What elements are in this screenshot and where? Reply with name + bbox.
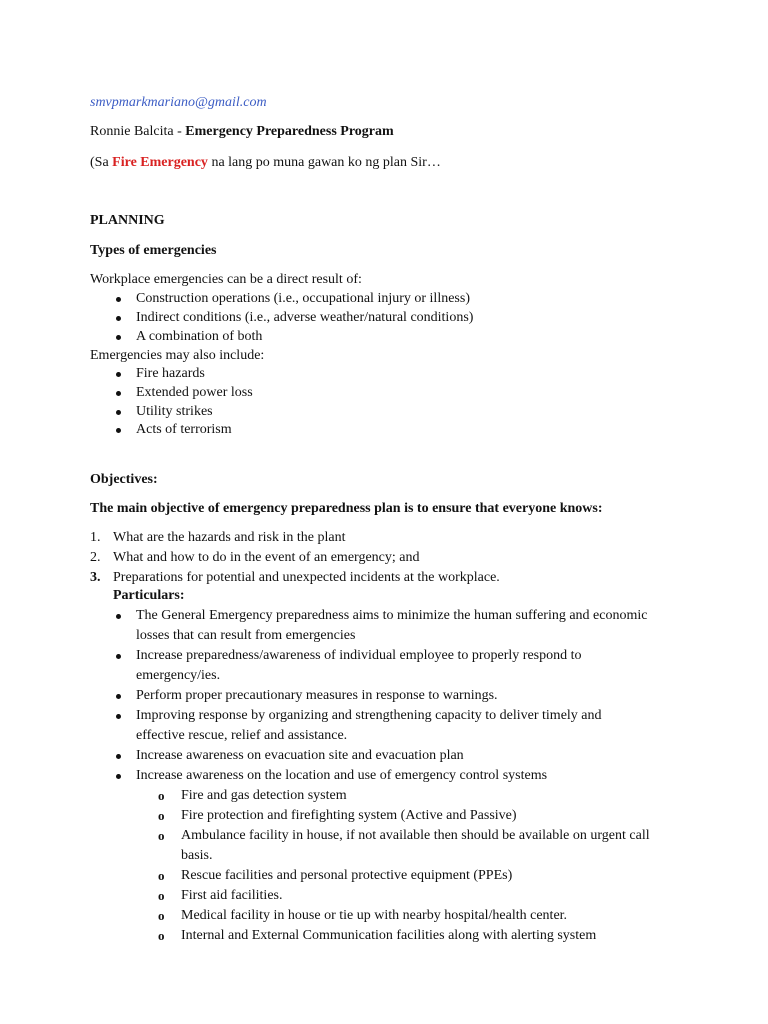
bullet-icon	[116, 410, 121, 415]
circle-bullet-icon: o	[158, 788, 165, 803]
main-objective-statement: The main objective of emergency preparedness plan is to ensure that everyone knows:	[90, 501, 603, 516]
list-item-text: Increase awareness on evacuation site and evacuation plan	[136, 748, 464, 763]
list-item	[90, 528, 500, 548]
list-item	[90, 548, 500, 568]
bullet-icon	[116, 428, 121, 433]
list-item-text: Fire and gas detection system	[181, 788, 347, 803]
list-item-text: Ambulance facility in house, if not available then should be available on urgent call basis.	[181, 828, 650, 863]
list-item-text: Indirect conditions (i.e., adverse weather/natural conditions)	[136, 309, 474, 325]
list-item	[90, 646, 650, 686]
bullet-icon	[116, 654, 121, 659]
bullet-icon	[116, 372, 121, 377]
list-item	[136, 806, 666, 826]
list-item	[136, 906, 666, 926]
list-item-text: Internal and External Communication facilities along with alerting system	[181, 928, 597, 943]
particulars-heading: Particulars:	[113, 588, 185, 603]
list-item	[136, 866, 666, 886]
circle-bullet-icon: o	[158, 808, 165, 823]
circle-bullet-icon: o	[158, 828, 165, 843]
list-item-text: Perform proper precautionary measures in response to warnings.	[136, 688, 498, 703]
bullet-icon	[116, 614, 121, 619]
bullet-icon	[116, 297, 121, 302]
list-item-text: Improving response by organizing and strengthening capacity to deliver timely and effective rescue, relief and assistance.	[136, 708, 602, 743]
list-item-text: What and how to do in the event of an emergency; and	[113, 550, 420, 565]
list-item-text: Extended power loss	[136, 384, 253, 400]
email-link[interactable]: smvpmarkmariano@gmail.com	[90, 95, 267, 110]
types-heading: Types of emergencies	[90, 243, 217, 258]
list-item-text: Utility strikes	[136, 403, 213, 419]
particulars-list	[90, 606, 650, 786]
note-highlight: Fire Emergency	[112, 155, 208, 170]
list-item	[90, 365, 253, 384]
objectives-list	[90, 528, 500, 588]
list-item	[90, 290, 473, 309]
circle-bullet-icon: o	[158, 868, 165, 883]
list-item	[90, 328, 473, 347]
list-item	[136, 886, 666, 906]
list-item	[90, 309, 473, 328]
list-item	[90, 706, 650, 746]
list-item	[90, 686, 650, 706]
list-item	[90, 421, 253, 440]
list-item-text: Fire hazards	[136, 366, 205, 381]
list-item	[90, 746, 650, 766]
list-item	[90, 766, 650, 786]
note-line	[90, 154, 441, 172]
also-include-list	[90, 365, 253, 440]
bullet-icon	[116, 316, 121, 321]
intro-text: Workplace emergencies can be a direct result of:	[90, 272, 362, 287]
list-item	[90, 384, 253, 403]
direct-causes-list	[90, 290, 473, 346]
list-item-text: Preparations for potential and unexpected incidents at the workplace.	[113, 570, 500, 585]
list-item	[90, 403, 253, 422]
item-number: 3.	[90, 570, 101, 585]
list-item-text: First aid facilities.	[181, 888, 283, 903]
control-systems-list	[136, 786, 666, 946]
list-item	[136, 826, 666, 866]
circle-bullet-icon: o	[158, 888, 165, 903]
item-number: 1.	[90, 530, 101, 545]
list-item-text: Acts of terrorism	[136, 422, 232, 438]
also-include-label: Emergencies may also include:	[90, 348, 265, 363]
author-line	[90, 123, 394, 141]
list-item-text: Rescue facilities and personal protective equipment (PPEs)	[181, 868, 513, 883]
program-title: Emergency Preparedness Program	[185, 124, 394, 139]
list-item-text: Construction operations (i.e., occupational injury or illness)	[136, 291, 470, 306]
bullet-icon	[116, 774, 121, 779]
list-item-text: Fire protection and firefighting system (Active and Passive)	[181, 808, 517, 823]
item-number: 2.	[90, 550, 101, 565]
objectives-heading: Objectives:	[90, 472, 158, 487]
author-name: Ronnie Balcita -	[90, 124, 186, 139]
note-prefix: (Sa	[90, 155, 113, 170]
bullet-icon	[116, 694, 121, 699]
list-item	[90, 606, 650, 646]
list-item	[90, 568, 500, 588]
bullet-icon	[116, 754, 121, 759]
list-item-text: Increase preparedness/awareness of individual employee to properly respond to emergency/ies.	[136, 648, 582, 683]
list-item-text: Medical facility in house or tie up with nearby hospital/health center.	[181, 908, 568, 923]
list-item-text: Increase awareness on the location and use of emergency control systems	[136, 768, 548, 783]
list-item-text: The General Emergency preparedness aims to minimize the human suffering and economic losses that can result from emergencies	[136, 608, 648, 643]
circle-bullet-icon: o	[158, 908, 165, 923]
list-item-text: A combination of both	[136, 328, 263, 344]
bullet-icon	[116, 714, 121, 719]
list-item	[136, 926, 666, 946]
list-item	[136, 786, 666, 806]
circle-bullet-icon: o	[158, 928, 165, 943]
list-item-text: What are the hazards and risk in the plant	[113, 530, 346, 545]
planning-heading: PLANNING	[90, 213, 165, 228]
bullet-icon	[116, 391, 121, 396]
bullet-icon	[116, 335, 121, 340]
note-suffix: na lang po muna gawan ko ng plan Sir…	[207, 155, 441, 170]
